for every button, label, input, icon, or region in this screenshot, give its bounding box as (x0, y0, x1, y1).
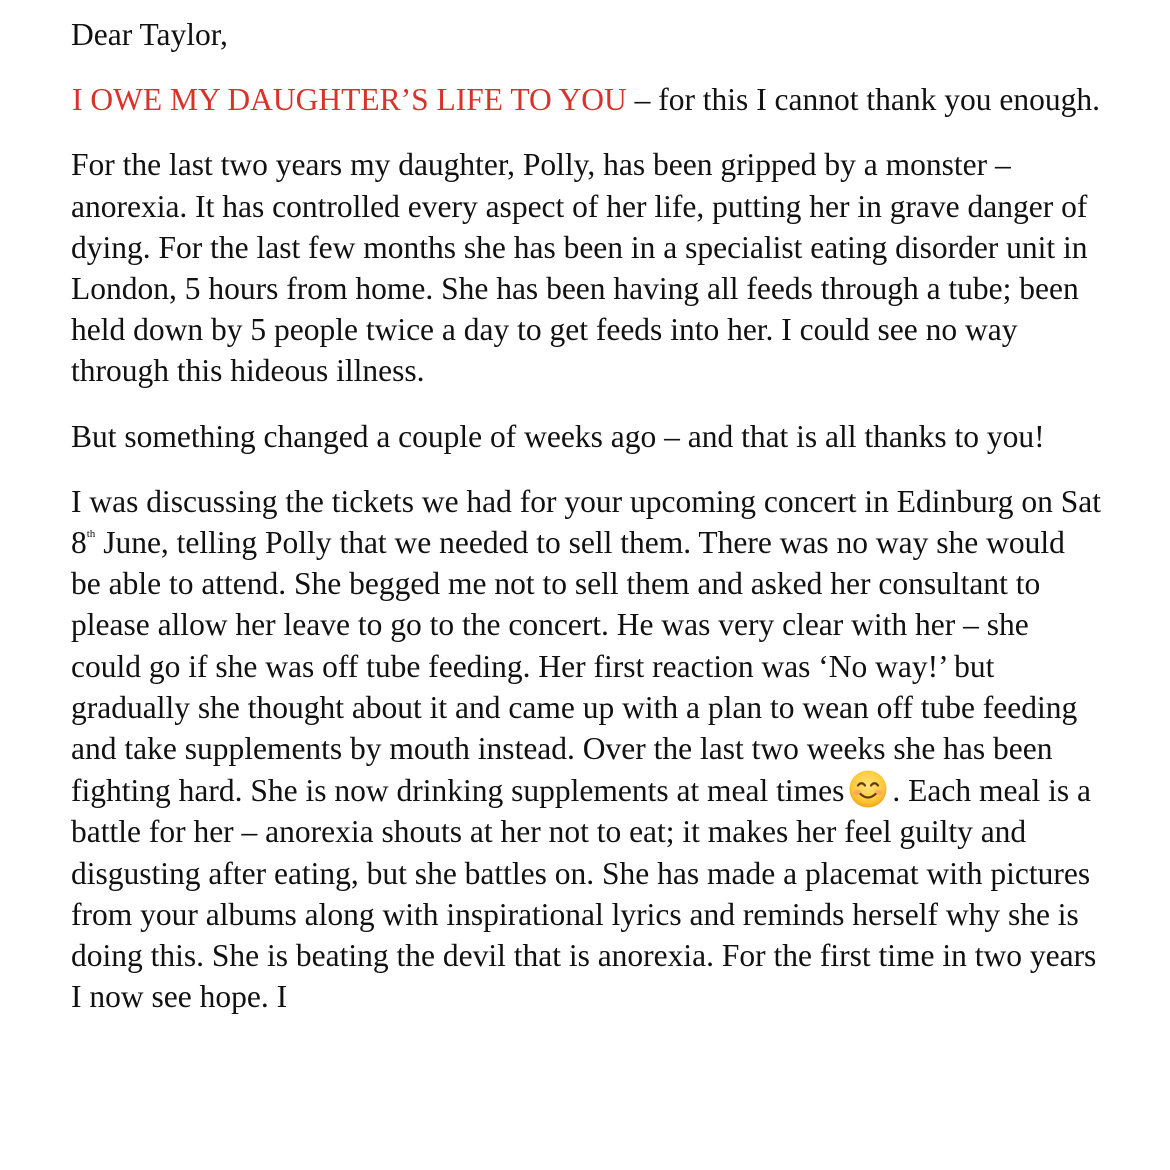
smiling-face-emoji-icon (848, 769, 888, 809)
paragraph-illness: For the last two years my daughter, Polly, has been gripped by a monster – anorexia. It has controlled every aspect of her life, putting her in grave danger of dying. For the last few months she has been in a specialist eating disorder unit in London, 5 hours from home. She has been having all feeds through a tube; been held down by 5 people twice a day to get feeds into her. I could see no way through this hideous illness. (71, 147, 1088, 389)
paragraph-change: But something changed a couple of weeks ago – and that is all thanks to you! (71, 418, 1045, 454)
date-ordinal-suffix: th (86, 528, 96, 541)
letter-body (71, 14, 1101, 1041)
paragraph-concert-text-a: I was discussing the tickets we had for your upcoming concert in Edinburg on Sat 8 (71, 483, 1101, 561)
paragraph-concert-text-c: . Each meal is a battle for her – anorexia shouts at her not to eat; it makes her feel guilty and disgusting after eating, but she battles on. She has made a placemat with pictures from your albums along with inspirational lyrics and reminds herself why she is doing this. She is beating the devil that is anorexia. For the first time in two years I now see hope. I (71, 773, 1097, 1015)
paragraph-concert-text-b: June, telling Polly that we needed to sell them. There was no way she would be able to attend. She begged me not to sell them and asked her consultant to please allow her leave to go to the concert. He was very clear with her – she could go if she was off tube feeding. Her first reaction was ‘No way!’ but gradually she thought about it and came up with a plan to wean off tube feeding and take supplements by mouth instead. Over the last two weeks she has been fighting hard. She is now drinking supplements at meal times (71, 525, 1078, 809)
salutation: Dear Taylor, (71, 17, 228, 52)
headline (71, 79, 1101, 120)
paragraph-concert (71, 481, 1101, 1018)
headline-emphasis: I OWE MY DAUGHTER’S LIFE TO YOU (71, 82, 627, 118)
headline-rest: – for this I cannot thank you enough. (626, 82, 1100, 118)
